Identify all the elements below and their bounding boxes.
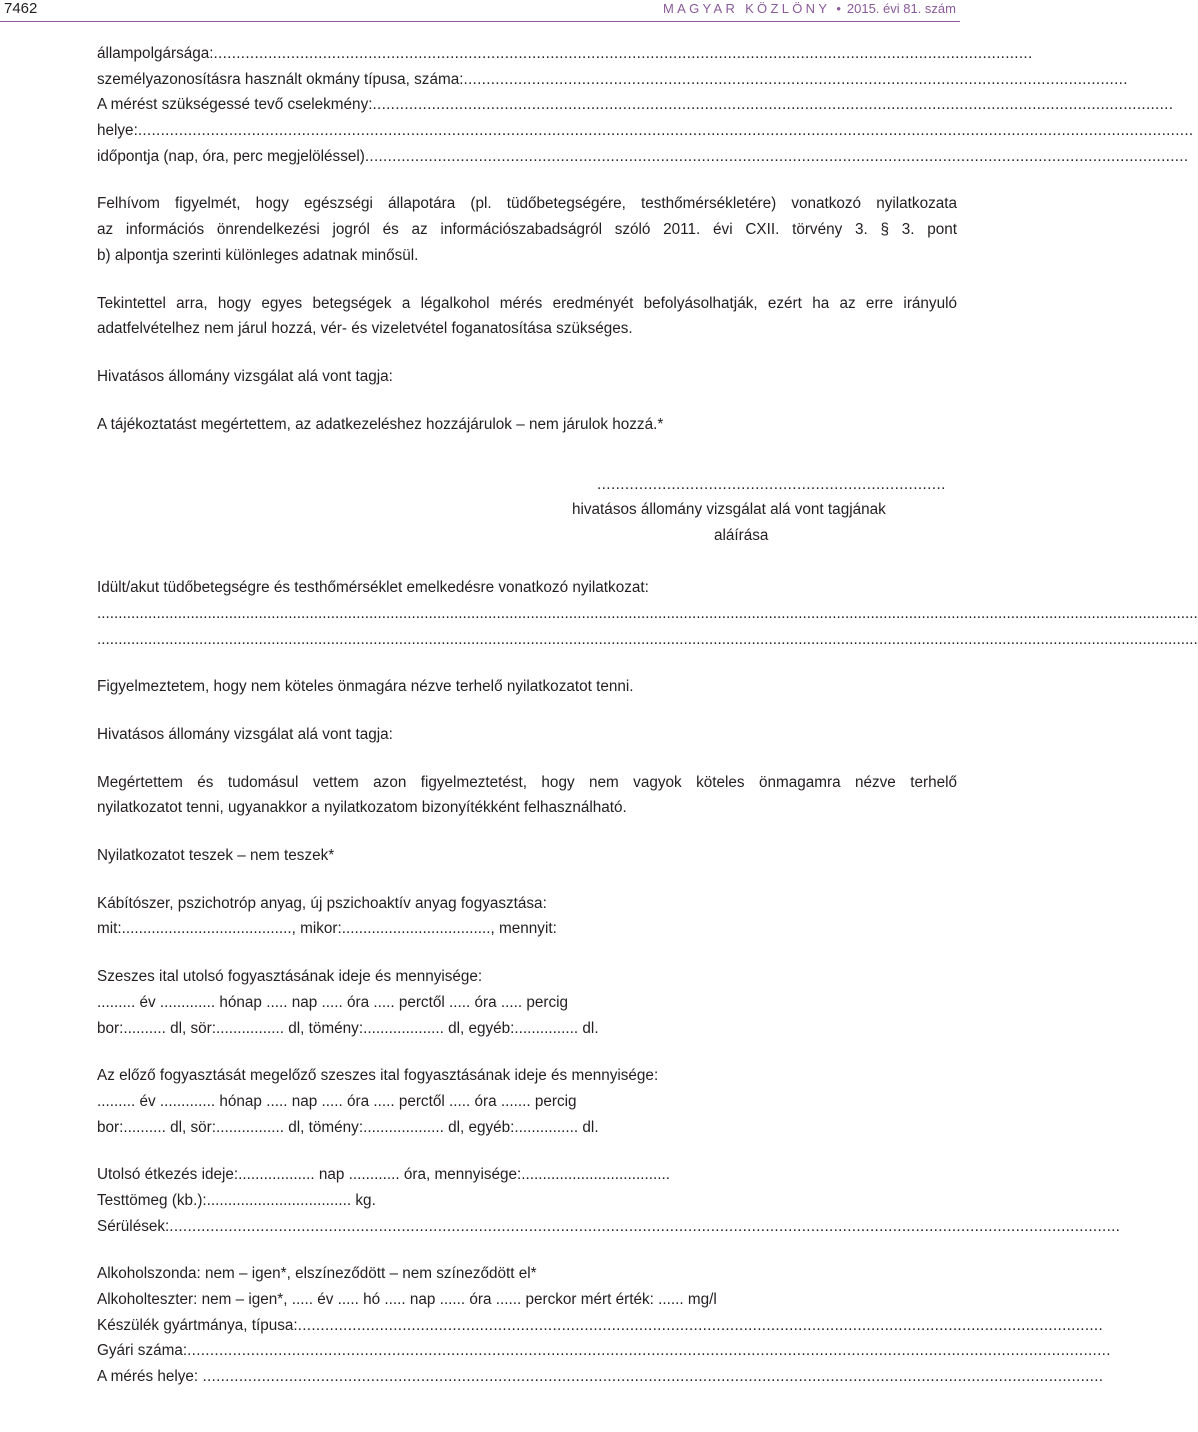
notice-paragraph-line: az információs önrendelkezési jogról és az információszabadságról szóló 2011. évi CXII. törvény 3. § 3. pont — [97, 221, 957, 239]
notice-paragraph-line: b) alpontja szerinti különleges adatnak minősül. — [97, 246, 419, 264]
spacer — [97, 652, 957, 674]
field-label: A mérés helye: — [97, 1368, 203, 1386]
spacer — [97, 869, 957, 891]
notice-paragraph-line: Felhívom figyelmét, hogy egészségi állapotára (pl. tüdőbetegségére, testhőmérsékletére) vonatkozó nyilatkozata — [97, 195, 957, 213]
alcohol-last-heading: Szeszes ital utolsó fogyasztásának ideje és mennyisége: — [97, 968, 483, 986]
spacer — [97, 342, 957, 364]
spacer — [97, 1239, 957, 1261]
probe-line[interactable]: Alkoholszonda: nem – igen*, elszíneződött – nem színeződött el* — [97, 1265, 537, 1283]
illness-heading: Idült/akut tüdőbetegségre és testhőmérséklet emelkedésre vonatkozó nyilatkozat: — [97, 579, 649, 597]
alcohol-prev-heading: Az előző fogyasztását megelőző szeszes ital fogyasztásának ideje és mennyisége: — [97, 1067, 659, 1085]
signature-block — [97, 472, 957, 553]
page-number: 7462 — [4, 0, 38, 17]
acknowledgement-line: nyilatkozatot tenni, ugyanakkor a nyilatkozatom bizonyítékként felhasználható. — [97, 799, 627, 817]
field-dots[interactable]: ..................................................................................................................................................................................... — [364, 147, 1189, 165]
time-field — [97, 144, 1189, 170]
signature-caption: hivatásos állomány vizsgálat alá vont tagjának — [572, 501, 886, 519]
alcohol-last-time[interactable]: ......... év ............. hónap ..... nap ..... óra ..... perctől ..... óra ..... percig — [97, 993, 569, 1011]
field-dots[interactable]: ........................................................................................................................................................................................................... — [187, 1342, 1111, 1360]
illness-dots-line[interactable]: ................................................................................................................................................................................................................................................................... — [97, 630, 1198, 648]
form-body — [97, 41, 1198, 1390]
statement-choice[interactable]: Nyilatkozatot teszek – nem teszek* — [97, 847, 335, 865]
acknowledgement-line: Megértettem és tudomásul vettem azon figyelmeztetést, hogy nem vagyok köteles önmagamra nézve terhelő — [97, 773, 957, 791]
alcohol-prev-amount[interactable]: bor:.......... dl, sör:................ dl, tömény:................... dl, egyéb:............... dl. — [97, 1118, 599, 1136]
spacer — [97, 1140, 957, 1162]
field-label: Készülék gyártmánya, típusa: — [97, 1316, 298, 1334]
member-heading: Hivatásos állomány vizsgálat alá vont tagja: — [97, 726, 393, 743]
weight-line[interactable]: Testtömeg (kb.):.................................. kg. — [97, 1191, 376, 1209]
measurement-place-field — [97, 1364, 1104, 1390]
offence-field — [97, 92, 1174, 118]
device-type-field — [97, 1313, 1104, 1339]
field-label: személyazonosításra használt okmány típusa, száma: — [97, 70, 464, 88]
disease-paragraph-line: Tekintettel arra, hogy egyes betegségek a légalkohol mérés eredményét befolyásolhatják, ezért ha az erre irányuló — [97, 294, 957, 312]
spacer — [97, 390, 957, 412]
signature-caption: aláírása — [714, 527, 769, 545]
field-dots[interactable]: .................................................................................................................................................. — [463, 70, 1128, 88]
signature-dots[interactable]: ........................................................................... — [597, 476, 946, 494]
field-label: helye: — [97, 122, 138, 140]
spacer — [97, 269, 957, 291]
field-label: A mérést szükségessé tevő cselekmény: — [97, 96, 373, 114]
field-label: állampolgársága: — [97, 45, 214, 62]
member-heading: Hivatásos állomány vizsgálat alá vont tagja: — [97, 367, 393, 385]
alcohol-prev-time[interactable]: ......... év ............. hónap ..... nap ..... óra ..... perctől ..... óra ....... percig — [97, 1092, 577, 1110]
citizenship-field — [97, 41, 1033, 67]
field-label: Gyári száma: — [97, 1342, 188, 1360]
journal-name: MAGYAR KÖZLÖNY — [662, 1, 831, 16]
spacer — [97, 553, 957, 575]
field-label: Sérülések: — [97, 1217, 170, 1235]
consent-line[interactable]: A tájékoztatást megértettem, az adatkezeléshez hozzájárulok – nem járulok hozzá.* — [97, 415, 664, 433]
field-dots[interactable]: ................................................................................................................................................................................................................. — [169, 1217, 1121, 1235]
drugs-heading: Kábítószer, pszichotróp anyag, új pszichoaktív anyag fogyasztása: — [97, 894, 547, 912]
alcohol-last-amount[interactable]: bor:.......... dl, sör:................ dl, tömény:................... dl, egyéb:............... dl. — [97, 1019, 599, 1037]
drugs-line[interactable]: mit:........................................, mikor:..................................., mennyit: — [97, 920, 557, 938]
place-field — [97, 118, 1194, 144]
spacer — [97, 942, 957, 964]
spacer — [97, 437, 957, 472]
field-dots[interactable]: ................................................................................................................................................................................. — [297, 1316, 1104, 1334]
meal-line[interactable]: Utolsó étkezés ideje:.................. nap ............ óra, mennyisége:................................... — [97, 1166, 671, 1184]
illness-dots-line[interactable]: ................................................................................................................................................................................................................................................................... — [97, 604, 1198, 622]
spacer — [97, 700, 957, 722]
bullet-separator: • — [836, 1, 841, 16]
spacer — [97, 169, 957, 191]
disease-paragraph-line: adatfelvételhez nem járul hozzá, vér- és vizeletvétel foganatosítása szükséges. — [97, 320, 633, 338]
spacer — [97, 748, 957, 770]
journal-title — [663, 0, 956, 18]
field-dots[interactable]: ................................................................................................................................................................................ — [372, 96, 1174, 114]
spacer — [97, 821, 957, 843]
page-header — [0, 0, 960, 22]
field-label: időpontja (nap, óra, perc megjelöléssel) — [97, 147, 365, 165]
id-document-field — [97, 67, 1128, 93]
field-dots[interactable]: .................................................................................................................................................................................... — [213, 45, 1033, 62]
serial-field — [97, 1338, 1111, 1364]
header-rule — [0, 21, 960, 22]
injuries-field — [97, 1214, 1121, 1240]
journal-issue: 2015. évi 81. szám — [846, 1, 956, 16]
warning-text: Figyelmeztetem, hogy nem köteles önmagára nézve terhelő nyilatkozatot tenni. — [97, 678, 634, 696]
field-dots[interactable]: ...................................................................................................................................................................................................... — [202, 1368, 1104, 1386]
tester-line[interactable]: Alkoholteszter: nem – igen*, ..... év ..... hó ..... nap ...... óra ...... perckor mért érték: ...... mg/l — [97, 1291, 717, 1308]
field-dots[interactable]: ........................................................................................................................................................................................................................................ — [137, 122, 1194, 140]
spacer — [97, 1041, 957, 1063]
